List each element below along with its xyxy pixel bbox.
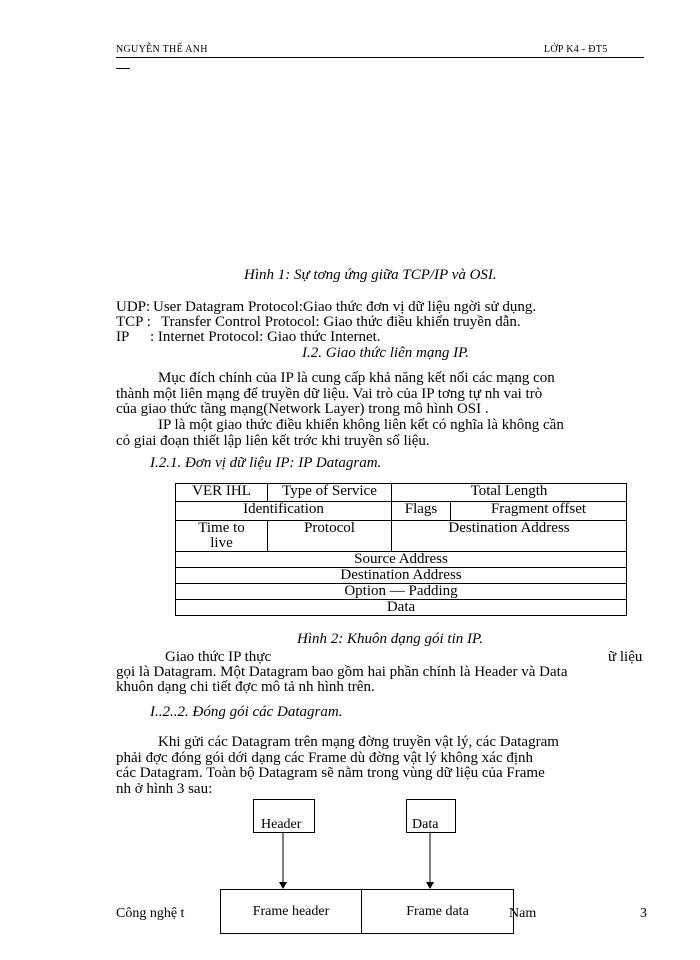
cell-ver-ihl: VER IHL <box>176 484 268 502</box>
paragraph-line: có giai đoạn thiết lập liên kết trớc khi truyền số liệu. <box>116 432 430 449</box>
frame-box <box>220 889 514 934</box>
paragraph-line: phải đợc đóng gói dới dạng các Frame dù đờng vật lý không xác định <box>116 749 534 766</box>
cell-total-length: Total Length <box>392 484 627 502</box>
cell-destination-address-row3: Destination Address <box>392 521 627 552</box>
cell-live-line: live <box>210 535 233 551</box>
cell-flags: Flags <box>392 502 451 521</box>
cell-type-of-service: Type of Service <box>268 484 392 502</box>
paragraph-line: Khi gửi các Datagram trên mạng đờng truyền vật lý, các Datagram <box>158 734 559 750</box>
cell-source-address: Source Address <box>176 552 627 568</box>
section-heading-1-2-1: I.2.1. Đơn vị dữ liệu IP: IP Datagram. <box>150 455 382 471</box>
abbrev-tcp-term: TCP : <box>116 314 151 330</box>
paragraph-line-fragment: ữ liệu <box>608 649 643 665</box>
figure-1-caption: Hình 1: Sự tơng ứng giữa TCP/IP và OSI. <box>244 267 497 283</box>
paragraph-line: Giao thức IP thực <box>165 649 272 665</box>
arrow-head-data <box>426 882 434 889</box>
paragraph-line: nh ở hình 3 sau: <box>116 780 213 797</box>
cell-data: Data <box>176 600 627 616</box>
running-header-author: NGUYỄN THẾ ANH <box>116 44 208 55</box>
footer-left: Công nghệ t <box>116 906 185 921</box>
abbrev-udp-desc: User Datagram Protocol:Giao thức đơn vị dữ liệu ngời sử dụng. <box>153 299 537 315</box>
cell-protocol: Protocol <box>268 521 392 552</box>
abbrev-udp-term: UDP: <box>116 299 151 315</box>
running-header-class: LỚP K4 - ĐT5 <box>544 44 608 55</box>
section-heading-1-2-2: I..2..2. Đóng gói các Datagram. <box>150 704 343 720</box>
data-box-label: Data <box>412 817 439 832</box>
cell-identification: Identification <box>176 502 392 521</box>
cell-option-padding: Option — Padding <box>176 584 627 600</box>
paragraph-line: gọi là Datagram. Một Datagram bao gồm hai phần chính là Header và Data <box>116 664 568 680</box>
footer-middle: Nam <box>509 906 537 921</box>
paragraph-line: các Datagram. Toàn bộ Datagram sẽ nằm trong vùng dữ liệu của Frame <box>116 765 545 781</box>
arrow-head-header <box>279 882 287 889</box>
abbrev-ip-term: IP <box>116 329 130 345</box>
page-number: 3 <box>640 906 647 921</box>
abbrev-tcp-desc: Transfer Control Protocol: Giao thức điều khiển truyền dẫn. <box>161 314 521 330</box>
cell-fragment-offset: Fragment offset <box>451 502 627 521</box>
paragraph-line: IP là một giao thức điều khiển không liên kết có nghĩa là không cần <box>158 417 564 433</box>
paragraph-line: Mục đích chính của IP là cung cấp khả năng kết nối các mạng con <box>158 370 555 386</box>
header-box-label: Header <box>261 817 302 832</box>
cell-time-to-line: Time to <box>198 520 245 536</box>
figure-2-caption: Hình 2: Khuôn dạng gói tin IP. <box>297 631 483 647</box>
paragraph-line: thành một liên mạng để truyền dữ liệu. Vai trò của IP tơng tự nh vai trò <box>116 385 543 402</box>
section-heading-1-2: I.2. Giao thức liên mạng IP. <box>302 345 470 361</box>
paragraph-line: của giao thức tầng mạng(Network Layer) trong mô hình OSI . <box>116 401 489 417</box>
cell-destination-address: Destination Address <box>176 568 627 584</box>
paragraph-line: khuôn dạng chi tiết đợc mô tả nh hình trên. <box>116 679 375 695</box>
abbrev-ip-desc: : Internet Protocol: Giao thức Internet. <box>150 329 381 345</box>
frame-header-cell: Frame header <box>252 904 330 919</box>
frame-data-cell: Frame data <box>406 904 469 919</box>
